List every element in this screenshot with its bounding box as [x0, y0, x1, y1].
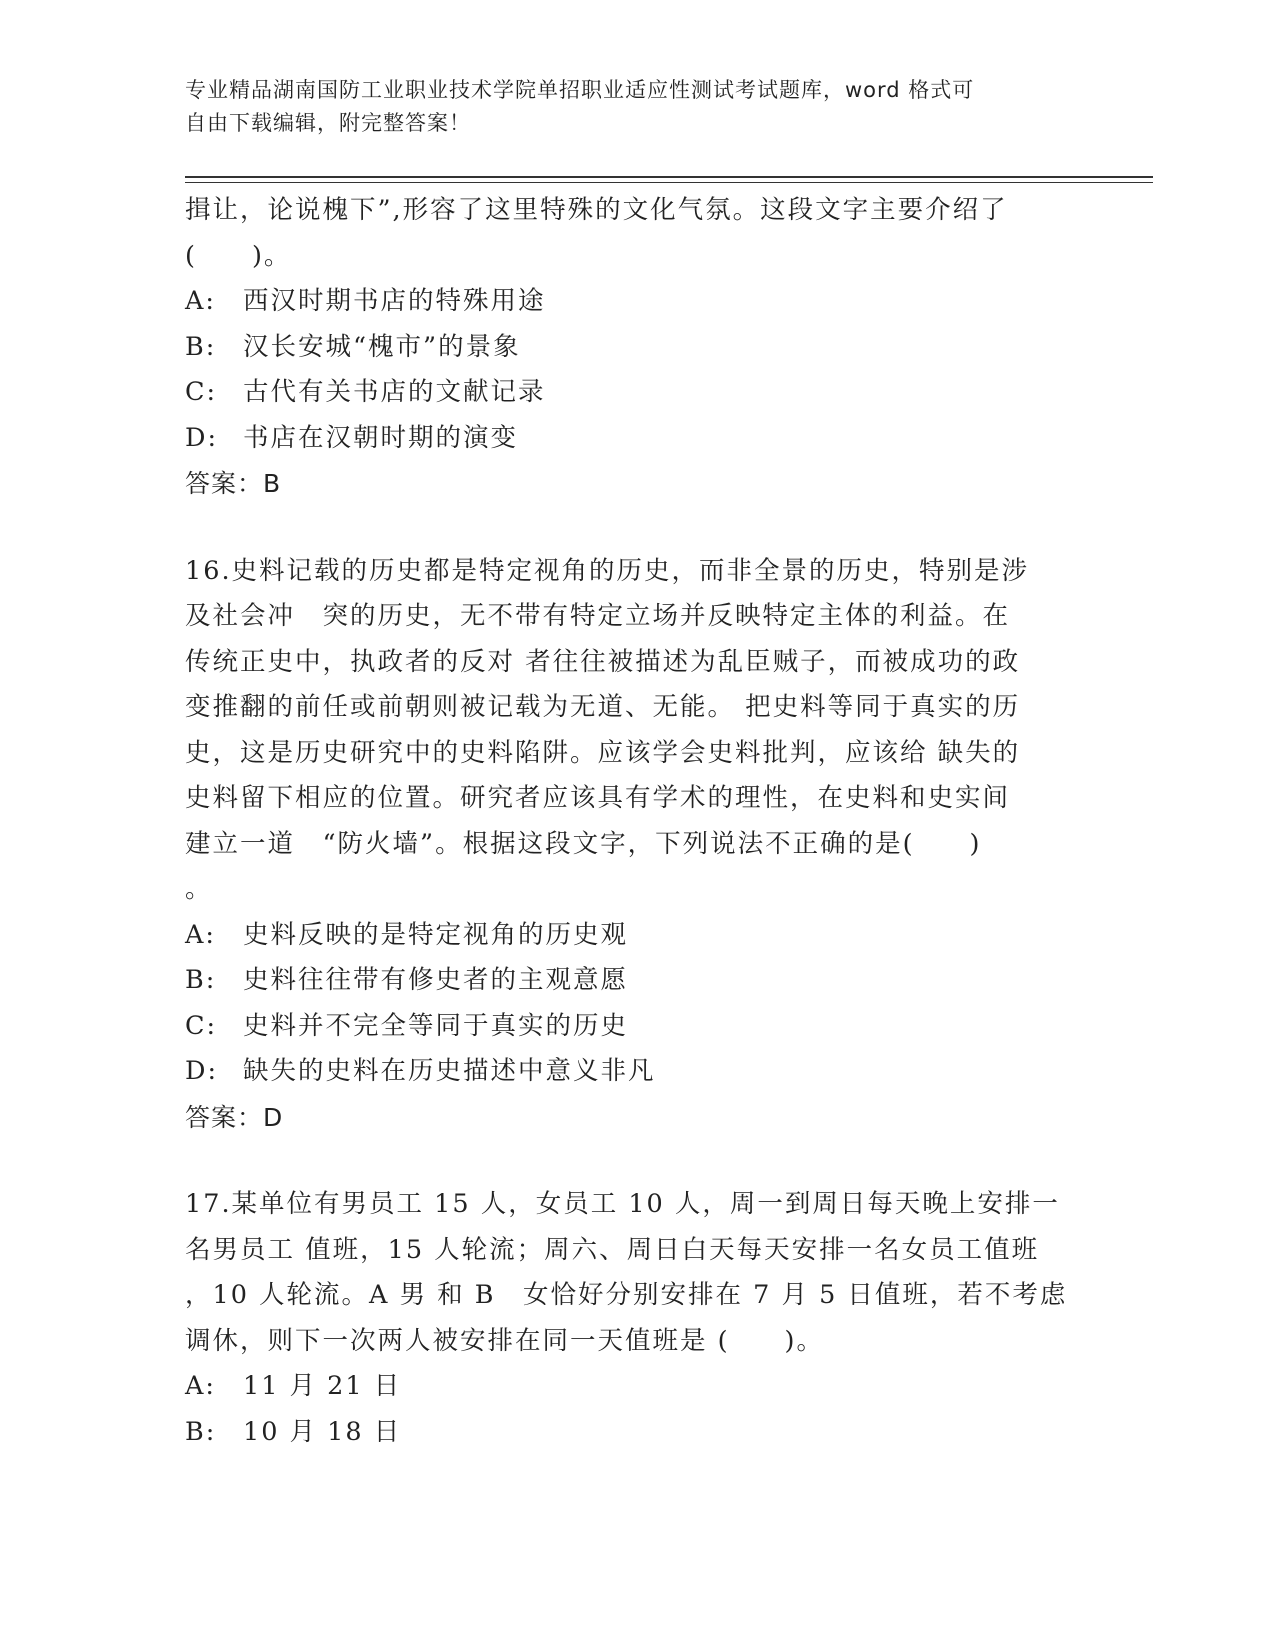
- header-line-1: 专业精品湖南国防工业职业技术学院单招职业适应性测试考试题库，word 格式可: [185, 78, 975, 102]
- option-b: [185, 1410, 1075, 1456]
- option-text: 汉长安城“槐市”的景象: [243, 331, 521, 362]
- option-key: A:: [185, 286, 217, 316]
- question-text-line: 17.某单位有男员工 15 人，女员工 10 人，周一到周日每天晚上安排一: [185, 1189, 1060, 1219]
- option-c: [185, 1004, 1075, 1050]
- question-16: [185, 549, 1075, 1141]
- option-key: B:: [185, 965, 217, 995]
- option-key: C:: [185, 377, 218, 407]
- answer-line: 答案：D: [185, 1102, 284, 1132]
- page-header: [185, 74, 1065, 140]
- option-key: A:: [185, 919, 217, 950]
- option-key: D:: [185, 1056, 219, 1086]
- header-line-2: 自由下载编辑，附完整答案！: [185, 111, 471, 135]
- question-text-line: 史，这是历史研究中的史料陷阱。应该学会史料批判，应该给 缺失的: [185, 737, 1021, 768]
- question-text-line: 建立一道 “防火墙”。根据这段文字，下列说法不正确的是( ): [185, 828, 982, 859]
- option-key: D:: [185, 422, 219, 453]
- question-text-line: 调休，则下一次两人被安排在同一天值班是 ( )。: [185, 1325, 825, 1356]
- option-d: [185, 416, 1075, 462]
- option-key: C:: [185, 1010, 218, 1041]
- option-d: [185, 1049, 1075, 1095]
- option-text: 史料反映的是特定视角的历史观: [243, 919, 629, 950]
- option-a: [185, 279, 1075, 325]
- option-text: 书店在汉朝时期的演变: [243, 422, 519, 453]
- option-b: [185, 958, 1075, 1004]
- question-text-line: ，10 人轮流。A 男 和 B 女恰好分别安排在 7 月 5 日值班，若不考虑: [185, 1280, 1068, 1310]
- option-key: B:: [185, 1416, 217, 1447]
- header-rule-thick: [185, 176, 1153, 178]
- option-a: [185, 1364, 1075, 1410]
- option-text: 西汉时期书店的特殊用途: [243, 286, 546, 316]
- header-rule-thin: [185, 182, 1153, 183]
- question-15: [185, 188, 1075, 507]
- option-key: A:: [185, 1371, 217, 1401]
- option-text: 史料并不完全等同于真实的历史: [243, 1010, 629, 1041]
- question-text-line: 揖让，论说槐下”,形容了这里特殊的文化气氛。这段文字主要介绍了: [185, 195, 1008, 225]
- question-text-line: 史料留下相应的位置。研究者应该具有学术的理性，在史料和史实间: [185, 783, 1011, 813]
- question-17: [185, 1182, 1075, 1455]
- option-key: B:: [185, 331, 217, 362]
- question-text-line: 名男员工 值班，15 人轮流；周六、周日白天每天安排一名女员工值班: [185, 1234, 1040, 1265]
- question-text-line: 传统正史中，执政者的反对 者往往被描述为乱臣贼子，而被成功的政: [185, 646, 1021, 677]
- answer-line: 答案：B: [185, 469, 282, 498]
- option-text: 史料往往带有修史者的主观意愿: [243, 965, 629, 995]
- option-text: 缺失的史料在历史描述中意义非凡: [243, 1056, 656, 1086]
- question-text-line: 变推翻的前任或前朝则被记载为无道、无能。 把史料等同于真实的历: [185, 692, 1021, 722]
- question-text-line: ( )。: [185, 240, 292, 271]
- option-c: [185, 370, 1075, 416]
- question-text-line: 16.史料记载的历史都是特定视角的历史，而非全景的历史，特别是涉: [185, 555, 1030, 586]
- option-text: 11 月 21 日: [243, 1371, 402, 1401]
- option-b: [185, 325, 1075, 371]
- option-a: [185, 913, 1075, 959]
- option-text: 10 月 18 日: [243, 1416, 402, 1447]
- question-text-line: 。: [185, 874, 213, 904]
- document-body: [185, 188, 1075, 1455]
- option-text: 古代有关书店的文献记录: [243, 377, 546, 407]
- question-text-line: 及社会冲 突的历史，无不带有特定立场并反映特定主体的利益。在: [185, 601, 1011, 631]
